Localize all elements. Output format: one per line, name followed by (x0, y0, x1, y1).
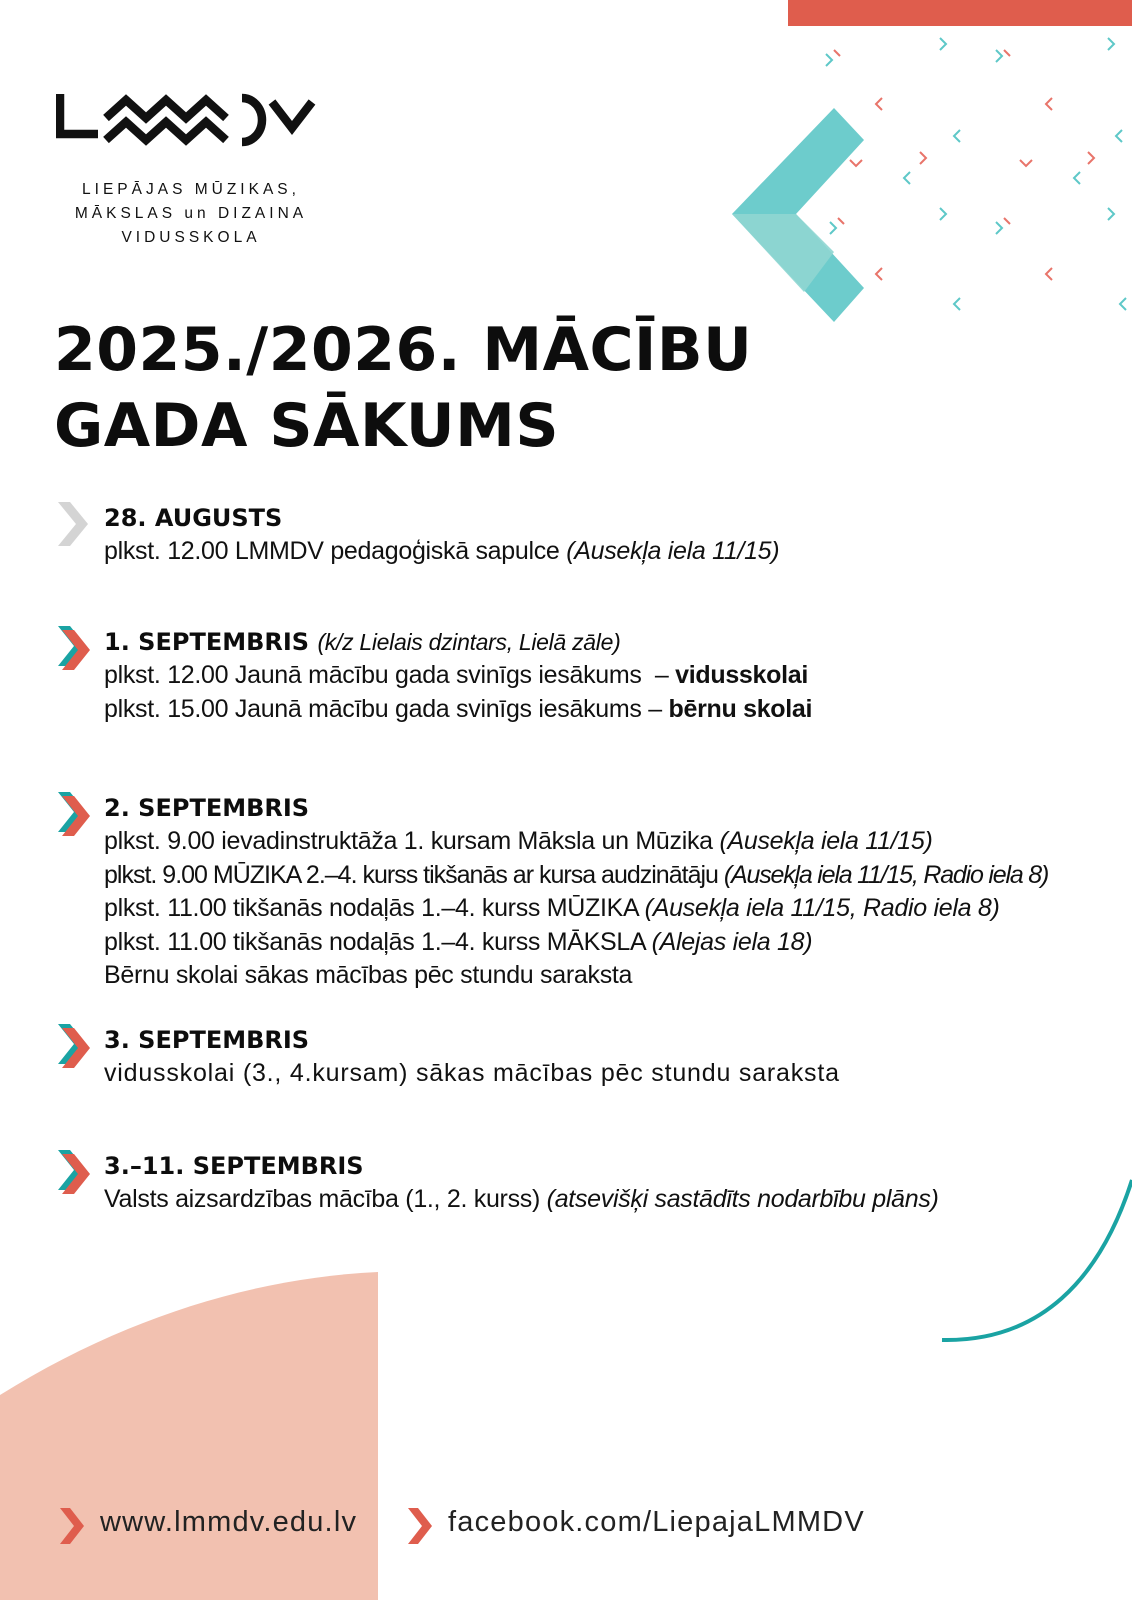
section-line: vidusskolai (3., 4.kursam) sākas mācības pēc stundu saraksta (104, 1059, 840, 1087)
gray-chevron-icon (58, 502, 92, 546)
lmmdv-logo (56, 88, 320, 158)
section-line: plkst. 12.00 Jaunā mācību gada svinīgs iesākums – vidusskolai (104, 661, 809, 689)
school-name (56, 178, 326, 250)
section-heading: 3.–11. SEPTEMBRIS (104, 1152, 364, 1180)
school-name-line-3: VIDUSSKOLA (121, 229, 261, 246)
school-name-line-1: LIEPĀJAS MŪZIKAS, (82, 181, 300, 198)
section-line: Valsts aizsardzības mācība (1., 2. kurss) (atsevišķi sastādīts nodarbību plāns) (104, 1185, 939, 1213)
section-line: plkst. 9.00 MŪZIKA 2.–4. kurss tikšanās ar kursa audzinātāju (Ausekļa iela 11/15, Radio iela 8) (104, 860, 1049, 889)
page-title-line-1: 2025./2026. MĀCĪBU (54, 315, 753, 385)
schedule-section (104, 626, 812, 726)
page-title-line-2: GADA SĀKUMS (54, 391, 560, 461)
school-name-line-2: MĀKSLAS un DIZAINA (74, 205, 308, 222)
section-line: plkst. 11.00 tikšanās nodaļās 1.–4. kurss MĀKSLA (Alejas iela 18) (104, 927, 813, 956)
page-title (54, 312, 752, 464)
section-heading: 2. SEPTEMBRIS (104, 794, 310, 822)
website-link-group (100, 1506, 357, 1539)
schedule-section (104, 1024, 840, 1091)
confetti-chevrons (826, 38, 1126, 310)
coral-teal-chevron-icon (58, 1150, 92, 1194)
section-line: Bērnu skolai sākas mācības pēc stundu saraksta (104, 961, 633, 989)
logo-l-glyph (60, 94, 98, 134)
website-link[interactable]: www.lmmdv.edu.lv (100, 1506, 358, 1538)
coral-teal-chevron-icon (58, 1024, 92, 1068)
coral-teal-chevron-icon (58, 626, 92, 670)
facebook-link[interactable]: facebook.com/LiepajaLMMDV (448, 1506, 865, 1538)
section-heading: 1. SEPTEMBRIS (k/z Lielais dzintars, Lielā zāle) (104, 628, 621, 656)
peach-arc-shape (0, 1272, 378, 1600)
schedule-section (104, 1150, 939, 1217)
teal-arc-line (942, 1180, 1132, 1340)
facebook-link-group (448, 1506, 865, 1539)
schedule-section (104, 502, 779, 569)
coral-teal-chevron-icon (58, 792, 92, 836)
coral-chevron-icon (60, 1508, 86, 1544)
section-line: plkst. 9.00 ievadinstruktāža 1. kursam Māksla un Mūzika (Ausekļa iela 11/15) (104, 827, 933, 855)
section-line: plkst. 11.00 tikšanās nodaļās 1.–4. kurss MŪZIKA (Ausekļa iela 11/15, Radio iela 8) (104, 894, 1000, 922)
coral-chevron-icon (408, 1508, 434, 1544)
section-heading: 28. AUGUSTS (104, 504, 283, 532)
section-heading: 3. SEPTEMBRIS (104, 1026, 310, 1054)
section-line: plkst. 15.00 Jaunā mācību gada svinīgs iesākums – bērnu skolai (104, 694, 813, 723)
schedule-section (104, 792, 1048, 993)
section-line: plkst. 12.00 LMMDV pedagoģiskā sapulce (Ausekļa iela 11/15) (104, 537, 780, 565)
